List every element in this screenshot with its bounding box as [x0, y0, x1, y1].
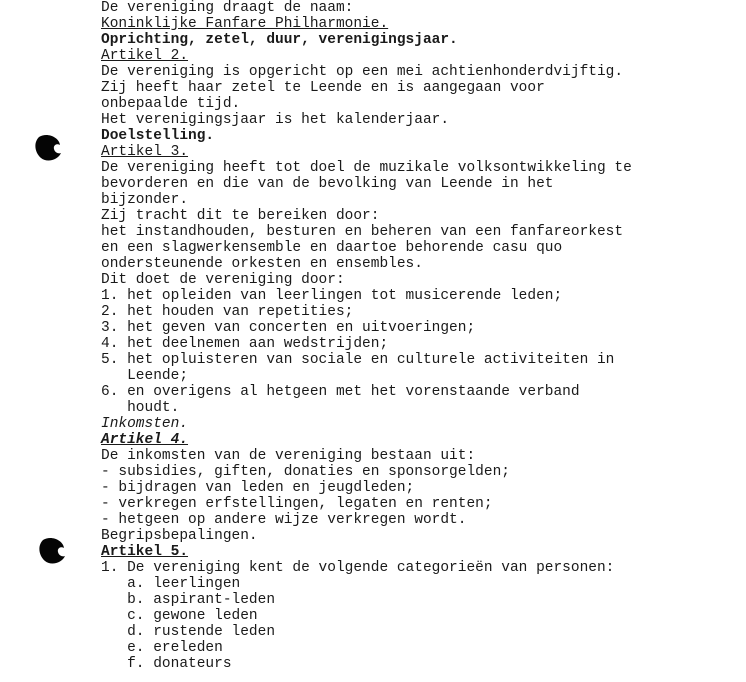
- punch-hole-mark: [33, 133, 63, 163]
- list-item: 5. het opluisteren van sociale en culturele activiteiten in: [101, 352, 615, 368]
- list-item: - hetgeen op andere wijze verkregen wordt.: [101, 512, 467, 528]
- text-line: De inkomsten van de vereniging bestaan uit:: [101, 448, 476, 464]
- punch-hole-mark: [37, 536, 67, 566]
- list-item-continuation: Leende;: [101, 368, 189, 384]
- list-item: 2. het houden van repetities;: [101, 304, 354, 320]
- sub-list-item: e. ereleden: [101, 640, 223, 656]
- list-item: 1. het opleiden van leerlingen tot musicerende leden;: [101, 288, 563, 304]
- list-item: 6. en overigens al hetgeen met het vorenstaande verband: [101, 384, 580, 400]
- article-heading: Artikel 5.: [101, 544, 189, 560]
- list-item: 4. het deelnemen aan wedstrijden;: [101, 336, 389, 352]
- article-heading: Artikel 2.: [101, 48, 189, 64]
- section-heading: Doelstelling.: [101, 128, 215, 144]
- text-line: het instandhouden, besturen en beheren van een fanfareorkest: [101, 224, 624, 240]
- section-heading: Oprichting, zetel, duur, verenigingsjaar.: [101, 32, 458, 48]
- text-line: en een slagwerkensemble en daartoe behorende casu quo: [101, 240, 563, 256]
- section-heading: Inkomsten.: [101, 416, 189, 432]
- list-item: 1. De vereniging kent de volgende categorieën van personen:: [101, 560, 615, 576]
- article-heading: Artikel 4.: [101, 432, 189, 448]
- list-item: - verkregen erfstellingen, legaten en renten;: [101, 496, 493, 512]
- section-heading: Begripsbepalingen.: [101, 528, 258, 544]
- text-line: De vereniging draagt de naam:: [101, 0, 354, 16]
- text-line: bevorderen en die van de bevolking van Leende in het: [101, 176, 554, 192]
- text-line: Zij heeft haar zetel te Leende en is aangegaan voor: [101, 80, 545, 96]
- text-line: De vereniging heeft tot doel de muzikale volksontwikkeling te: [101, 160, 632, 176]
- sub-list-item: f. donateurs: [101, 656, 232, 672]
- article-heading: Artikel 3.: [101, 144, 189, 160]
- sub-list-item: d. rustende leden: [101, 624, 276, 640]
- sub-list-item: c. gewone leden: [101, 608, 258, 624]
- text-line: Zij tracht dit te bereiken door:: [101, 208, 380, 224]
- sub-list-item: b. aspirant-leden: [101, 592, 276, 608]
- text-line: Het verenigingsjaar is het kalenderjaar.: [101, 112, 450, 128]
- list-item: - subsidies, giften, donaties en sponsorgelden;: [101, 464, 510, 480]
- list-item: 3. het geven van concerten en uitvoeringen;: [101, 320, 476, 336]
- list-item: - bijdragen van leden en jeugdleden;: [101, 480, 415, 496]
- text-line: bijzonder.: [101, 192, 189, 208]
- text-line: Dit doet de vereniging door:: [101, 272, 345, 288]
- text-line: De vereniging is opgericht op een mei achtienhonderdvijftig.: [101, 64, 624, 80]
- text-line: ondersteunende orkesten en ensembles.: [101, 256, 423, 272]
- text-line: onbepaalde tijd.: [101, 96, 241, 112]
- list-item-continuation: houdt.: [101, 400, 180, 416]
- sub-list-item: a. leerlingen: [101, 576, 241, 592]
- association-name: Koninklijke Fanfare Philharmonie.: [101, 16, 389, 32]
